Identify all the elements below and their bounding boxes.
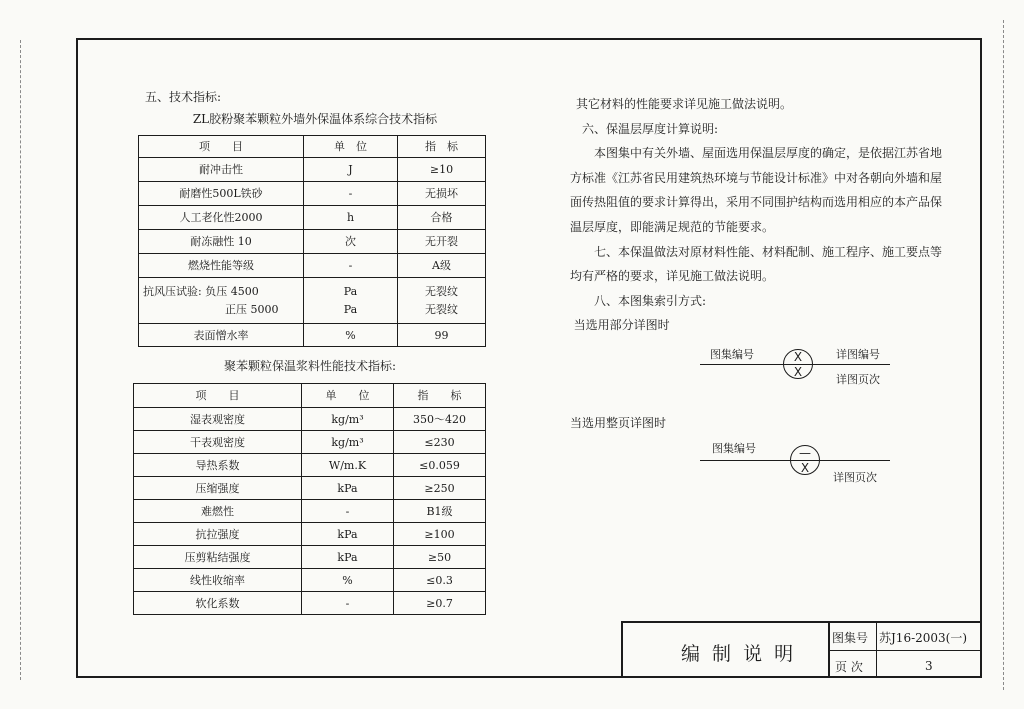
table1-cell: J — [304, 158, 398, 182]
table1-cell: 表面憎水率 — [139, 324, 304, 347]
table2-header-item: 项 目 — [134, 384, 302, 408]
section6-title: 六、保温层厚度计算说明: — [582, 121, 719, 136]
drawing-title: 编 制 说 明 — [681, 643, 797, 665]
table1-cell: 燃烧性能等级 — [139, 254, 304, 278]
atlas-number-value: 苏J16-2003(一) — [879, 631, 968, 645]
wind-value-negative: 无裂纹 — [425, 285, 458, 299]
table2-cell: ≥50 — [394, 546, 486, 569]
index1-detail-number-label: 详图编号 — [836, 348, 880, 361]
table2-cell: kg/m³ — [302, 408, 394, 431]
table1-cell: - — [304, 182, 398, 206]
table-row-wind-pressure — [139, 278, 486, 324]
table2-cell: 压剪粘结强度 — [134, 546, 302, 569]
table2-header-value: 指 标 — [394, 384, 486, 408]
table1-cell: 耐冲击性 — [139, 158, 304, 182]
table2-cell: 导热系数 — [134, 454, 302, 477]
table2-cell: - — [302, 592, 394, 615]
table1-caption: ZL胶粉聚苯颗粒外墙外保温体系综合技术指标 — [192, 112, 438, 126]
table1-cell: ≥10 — [398, 158, 486, 182]
table1-header-item: 项 目 — [139, 136, 304, 158]
index-case-full-row — [570, 411, 945, 436]
binding-edge-line-left — [20, 40, 21, 680]
table-row — [134, 500, 486, 523]
wind-unit-negative: Pa — [343, 285, 358, 299]
table-row — [134, 546, 486, 569]
table-row — [139, 158, 486, 182]
section8-title: 八、本图集索引方式: — [594, 293, 707, 308]
page-number-value: 3 — [925, 659, 933, 673]
tb-divider-vertical-2 — [876, 621, 877, 677]
table2-cell: % — [302, 569, 394, 592]
table2-cell: ≤230 — [394, 431, 486, 454]
index-case-full: 当选用整页详图时 — [570, 416, 667, 430]
table-row — [134, 477, 486, 500]
atlas-number-label: 图集号 — [832, 631, 869, 645]
table2-cell: ≤0.3 — [394, 569, 486, 592]
table2-cell: W/m.K — [302, 454, 394, 477]
index-case-partial: 当选用部分详图时 — [573, 318, 670, 333]
table1-cell: 无损坏 — [398, 182, 486, 206]
table1-cell: 合格 — [398, 206, 486, 230]
table2-cell: kPa — [302, 523, 394, 546]
table1-cell: A级 — [398, 254, 486, 278]
tb-divider-horizontal — [828, 650, 980, 651]
table2-header-unit: 单 位 — [302, 384, 394, 408]
table1-cell: 次 — [304, 230, 398, 254]
table1-cell: 99 — [398, 324, 486, 347]
wind-label-positive: 正压 5000 — [225, 302, 279, 316]
table1-cell-wind-value — [398, 278, 486, 324]
table2-cell: 干表观密度 — [134, 431, 302, 454]
table2-cell: kPa — [302, 546, 394, 569]
table2-cell: ≥0.7 — [394, 592, 486, 615]
table1-header-unit: 单 位 — [304, 136, 398, 158]
table-row — [134, 408, 486, 431]
table-row — [139, 230, 486, 254]
section7-body: 七、本保温做法对原材料性能、材料配制、施工程序、施工要点等均有严格的要求，详见施工做法说明。 — [570, 244, 943, 284]
table1-cell: h — [304, 206, 398, 230]
table2-cell: kPa — [302, 477, 394, 500]
table-row — [139, 206, 486, 230]
other-materials-note: 其它材料的性能要求详见施工做法说明。 — [576, 97, 793, 111]
table2-cell: 难燃性 — [134, 500, 302, 523]
wind-label-negative: 抗风压试验: 负压 4500 — [143, 285, 259, 299]
table1-cell: % — [304, 324, 398, 347]
table2-insulation-mortar-indicators — [133, 383, 486, 615]
tb-outer-left — [621, 621, 623, 677]
table2-cell: B1级 — [394, 500, 486, 523]
table1-composite-indicators — [138, 135, 486, 347]
table1-cell: 无开裂 — [398, 230, 486, 254]
table2-cell: ≥250 — [394, 477, 486, 500]
index2-atlas-label: 图集编号 — [712, 442, 756, 455]
table-row — [139, 254, 486, 278]
table2-cell: 压缩强度 — [134, 477, 302, 500]
page-number-label: 页 次 — [835, 660, 863, 674]
table-row — [134, 431, 486, 454]
table1-cell-wind-unit — [304, 278, 398, 324]
index1-circle — [783, 349, 813, 379]
table-row — [139, 182, 486, 206]
table-row — [134, 592, 486, 615]
section5-heading: 五、技术指标: — [145, 90, 222, 104]
table2-cell: ≤0.059 — [394, 454, 486, 477]
index2-detail-page-label: 详图页次 — [833, 471, 877, 484]
table1-cell: 耐磨性500L铁砂 — [139, 182, 304, 206]
table-row — [139, 324, 486, 347]
table2-caption: 聚苯颗粒保温浆料性能技术指标: — [223, 359, 397, 373]
index2-circle — [790, 445, 820, 475]
index1-detail-page-label: 详图页次 — [836, 373, 880, 386]
table2-cell: - — [302, 500, 394, 523]
table2-cell: 抗拉强度 — [134, 523, 302, 546]
table2-cell: 线性收缩率 — [134, 569, 302, 592]
table2-cell: kg/m³ — [302, 431, 394, 454]
table2-cell: 湿表观密度 — [134, 408, 302, 431]
index1-atlas-label: 图集编号 — [710, 348, 754, 361]
table1-cell-wind-label — [139, 278, 304, 324]
table2-cell: 软化系数 — [134, 592, 302, 615]
table-row — [134, 523, 486, 546]
title-block — [621, 621, 980, 677]
table1-header-value: 指 标 — [398, 136, 486, 158]
right-column-text — [570, 92, 945, 338]
wind-value-positive: 无裂纹 — [425, 302, 458, 316]
table1-cell: - — [304, 254, 398, 278]
index1-bottom-letter: X — [793, 365, 803, 379]
table1-cell: 耐冻融性 10 — [139, 230, 304, 254]
index2-bottom-letter: X — [800, 461, 810, 475]
tb-divider-vertical-1 — [828, 621, 830, 677]
tb-outer-top — [621, 621, 980, 623]
index2-top-dash: — — [799, 446, 811, 460]
section6-body: 本图集中有关外墙、屋面选用保温层厚度的确定，是依据江苏省地方标准《江苏省民用建筑热环境与节能设计标准》中对各朝向外墙和屋面传热阻值的要求计算得出，采用不同围护结构而选用相应的本产品保温层厚度，即能满足规范的节能要求。 — [570, 146, 943, 234]
table-row — [134, 454, 486, 477]
table2-cell: ≥100 — [394, 523, 486, 546]
index1-top-letter: X — [793, 350, 803, 364]
table-row — [134, 569, 486, 592]
table2-cell: 350～420 — [394, 408, 486, 431]
binding-edge-line-right — [1003, 20, 1004, 690]
table1-cell: 人工老化性2000 — [139, 206, 304, 230]
wind-unit-positive: Pa — [343, 302, 358, 316]
